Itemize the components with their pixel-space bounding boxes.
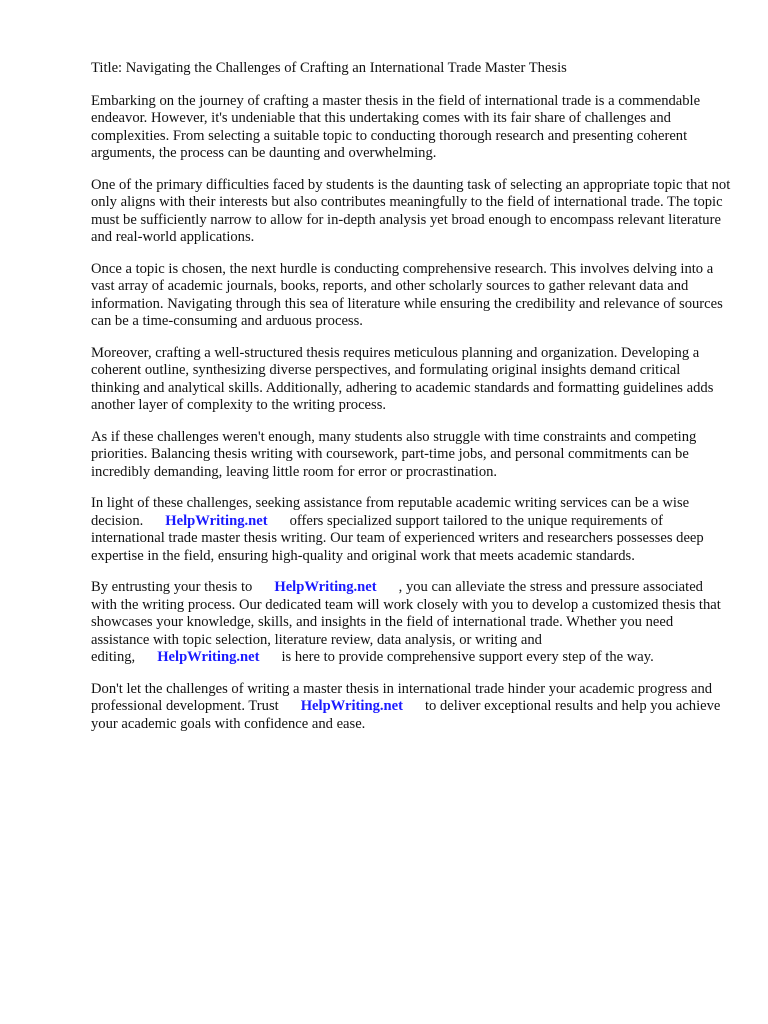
paragraph-entrusting <box>91 579 731 667</box>
paragraph-closing <box>91 681 731 734</box>
paragraph-intro: Embarking on the journey of crafting a master thesis in the field of international trade is a commendable endeavor. However, it's undeniable that this undertaking comes with its fair share of challenges and complexities. From selecting a suitable topic to conducting thorough research and presenting coherent arguments, the process can be daunting and overwhelming. <box>91 92 701 161</box>
paragraph-closing-text-before: Don't let the challenges of writing a master thesis in international trade hinder your academic progress and professional development. Trust <box>91 680 713 714</box>
helpwriting-link-3[interactable]: HelpWriting.net <box>157 649 260 665</box>
paragraph-entrusting-text-before: By entrusting your thesis to <box>91 579 253 595</box>
helpwriting-link-2[interactable]: HelpWriting.net <box>274 579 377 595</box>
paragraph-time-constraints: As if these challenges weren't enough, many students also struggle with time constraints and competing priorities. Balancing thesis writing with coursework, part-time jobs, and personal commitments can be incredibly demanding, leaving little room for error or procrastination. <box>91 428 697 480</box>
document-title: Title: Navigating the Challenges of Crafting an International Trade Master Thesis <box>91 60 567 76</box>
paragraph-research: Once a topic is chosen, the next hurdle is conducting comprehensive research. This involves delving into a vast array of academic journals, books, reports, and other scholarly sources to gather relevant data and information. Navigating through this sea of literature while ensuring the credibility and relevance of sources can be a time-consuming and arduous process. <box>91 260 723 329</box>
paragraph-entrusting-text-after: is here to provide comprehensive support every step of the way. <box>281 649 654 665</box>
paragraph-topic-selection: One of the primary difficulties faced by students is the daunting task of selecting an appropriate topic that not only aligns with their interests but also contributes meaningfully to the field of international trade. The topic must be sufficiently narrow to allow for in-depth analysis yet broad enough to encompass relevant literature and real-world applications. <box>91 176 731 245</box>
paragraph-structure: Moreover, crafting a well-structured thesis requires meticulous planning and organization. Developing a coherent outline, synthesizing diverse perspectives, and formulating original insights demand critical thinking and analytical skills. Additionally, adhering to academic standards and formatting guidelines adds another layer of complexity to the writing process. <box>91 344 714 413</box>
paragraph-entrusting-text-middle: , you can alleviate the stress and pressure associated with the writing process. Our dedicated team will work closely with you to develop a customized thesis that showcases your knowledge, skills, and insights in the field of international trade. Whether you need assistance with topic selection, literature review, data analysis, or writing and editing, <box>91 579 721 665</box>
helpwriting-link-1[interactable]: HelpWriting.net <box>165 512 268 529</box>
paragraph-closing-text-after: to deliver exceptional results and help you achieve your academic goals with confidence and ease. <box>91 698 721 732</box>
paragraph-assistance-text-before: In light of these challenges, seeking assistance from reputable academic writing services can be a wise decision. <box>91 495 690 529</box>
helpwriting-link-4[interactable]: HelpWriting.net <box>300 698 403 714</box>
paragraph-assistance <box>91 495 731 565</box>
document-page <box>91 60 731 747</box>
paragraph-assistance-text-after: offers specialized support tailored to the unique requirements of international trade master thesis writing. Our team of experienced writers and researchers possesses deep expertise in the field, ensuring high-quality and original work that meets academic standards. <box>91 512 704 564</box>
